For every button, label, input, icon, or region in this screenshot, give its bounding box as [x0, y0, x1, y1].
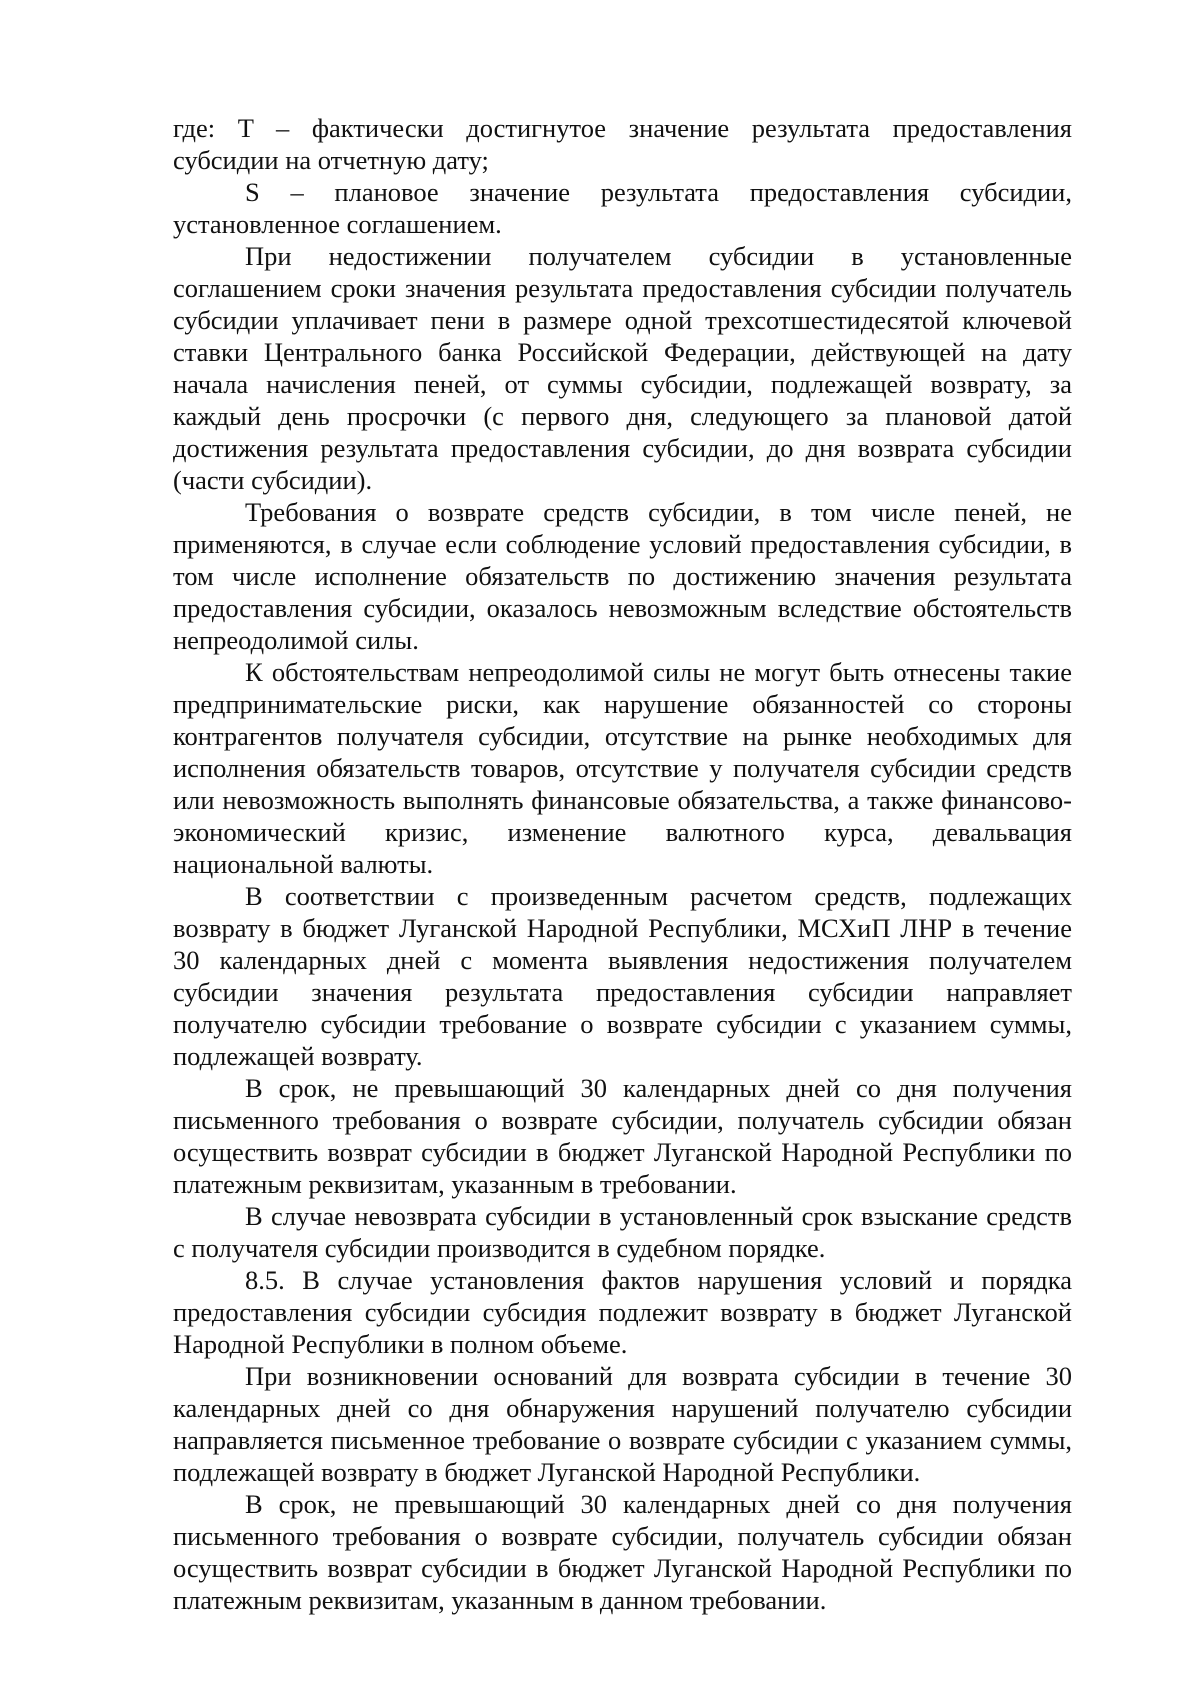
paragraph-section-8-5: 8.5. В случае установления фактов нарушения условий и порядка предоставления субсидии субсидия подлежит возврату в бюджет Луганской Народной Республики в полном объеме.	[173, 1265, 1072, 1359]
paragraph-violation-notice: При возникновении оснований для возврата субсидии в течение 30 календарных дней со дня обнаружения нарушений получателю субсидии направляется письменное требование о возврате субсидии с указанием суммы, подлежащей возврату в бюджет Луганской Народной Республики.	[173, 1361, 1072, 1487]
paragraph-violation-refund-deadline: В срок, не превышающий 30 календарных дней со дня получения письменного требования о возврате субсидии, получатель субсидии обязан осуществить возврат субсидии в бюджет Луганской Народной Республики по платежным реквизитам, указанным в данном требовании.	[173, 1489, 1072, 1615]
paragraph-formula-definition-s: S – плановое значение результата предоставления субсидии, установленное соглашением.	[173, 177, 1072, 239]
document-body	[173, 112, 1072, 1616]
paragraph-judicial-recovery: В случае невозврата субсидии в установленный срок взыскание средств с получателя субсидии производится в судебном порядке.	[173, 1201, 1072, 1263]
paragraph-formula-definition-t: где: T – фактически достигнутое значение результата предоставления субсидии на отчетную дату;	[173, 113, 1072, 175]
paragraph-penalty-rules: При недостижении получателем субсидии в установленные соглашением сроки значения результата предоставления субсидии получатель субсидии уплачивает пени в размере одной трехсотшестидесятой ключевой ставки Центрального банка Российской Федерации, действующей на дату начала начисления пеней, от суммы субсидии, подлежащей возврату, за каждый день просрочки (с первого дня, следующего за плановой датой достижения результата предоставления субсидии, до дня возврата субсидии (части субсидии).	[173, 241, 1072, 495]
paragraph-force-majeure-exclusions: К обстоятельствам непреодолимой силы не могут быть отнесены такие предпринимательские риски, как нарушение обязанностей со стороны контрагентов получателя субсидии, отсутствие на рынке необходимых для исполнения обязательств товаров, отсутствие у получателя субсидии средств или невозможность выполнять финансовые обязательства, а также финансово-экономический кризис, изменение валютного курса, девальвация национальной валюты.	[173, 657, 1072, 879]
paragraph-refund-deadline: В срок, не превышающий 30 календарных дней со дня получения письменного требования о возврате субсидии, получатель субсидии обязан осуществить возврат субсидии в бюджет Луганской Народной Республики по платежным реквизитам, указанным в требовании.	[173, 1073, 1072, 1199]
paragraph-refund-demand: В соответствии с произведенным расчетом средств, подлежащих возврату в бюджет Луганской Народной Республики, МСХиП ЛНР в течение 30 календарных дней с момента выявления недостижения получателем субсидии значения результата предоставления субсидии направляет получателю субсидии требование о возврате субсидии с указанием суммы, подлежащей возврату.	[173, 881, 1072, 1071]
paragraph-force-majeure-exemption: Требования о возврате средств субсидии, в том числе пеней, не применяются, в случае если соблюдение условий предоставления субсидии, в том числе исполнение обязательств по достижению значения результата предоставления субсидии, оказалось невозможным вследствие обстоятельств непреодолимой силы.	[173, 497, 1072, 655]
